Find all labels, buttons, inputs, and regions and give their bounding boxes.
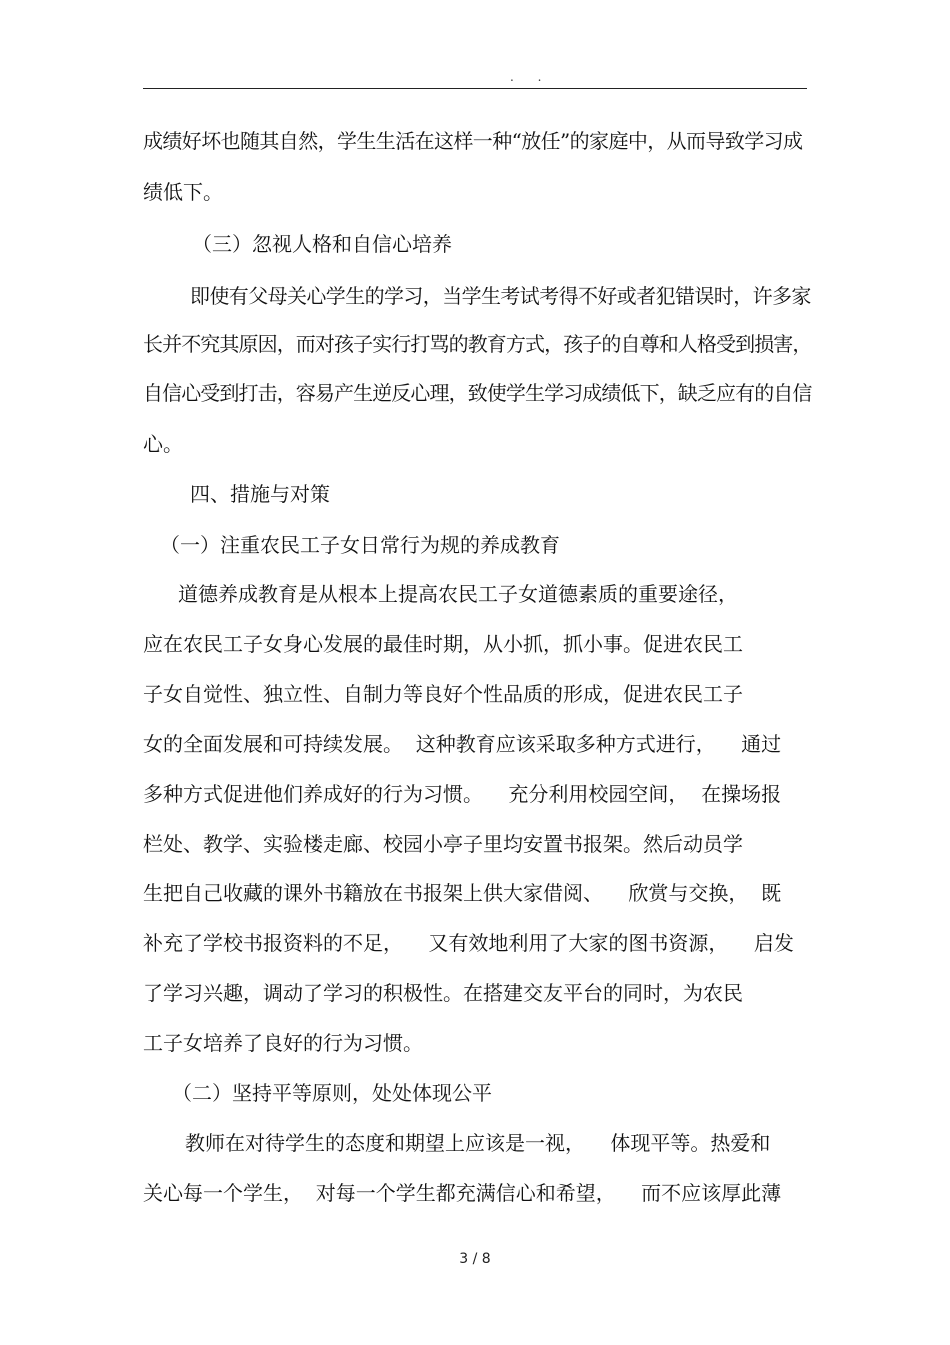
section-heading: 四、措施与对策: [190, 482, 330, 506]
text-line: 关心每一个学生， 对每一个学生都充满信心和希望， 而不应该厚此薄: [143, 1181, 782, 1205]
section-heading: （三）忽视人格和自信心培养: [192, 232, 452, 256]
text-line: 栏处、教学、实验楼走廊、校园小亭子里均安置书报架。然后动员学: [143, 832, 743, 856]
section-heading: （一）注重农民工子女日常行为规的养成教育: [160, 533, 560, 557]
text-line: 心。: [143, 432, 183, 456]
section-heading: （二）坚持平等原则，处处体现公平: [172, 1081, 492, 1105]
text-line: 工子女培养了良好的行为习惯。: [143, 1031, 423, 1055]
text-line: 子女自觉性、独立性、自制力等良好个性品质的形成，促进农民工子: [143, 682, 743, 706]
text-line: 绩低下。: [143, 180, 223, 204]
text-line: 女的全面发展和可持续发展。 这种教育应该采取多种方式进行， 通过: [143, 732, 782, 756]
text-line: 应在农民工子女身心发展的最佳时期，从小抓，抓小事。促进农民工: [143, 632, 743, 656]
text-line: 生把自己收藏的课外书籍放在书报架上供大家借阅、 欣赏与交换， 既: [143, 881, 782, 905]
text-line: 即使有父母关心学生的学习，当学生考试考得不好或者犯错误时，许多家: [190, 284, 811, 308]
text-line: 补充了学校书报资料的不足， 又有效地利用了大家的图书资源， 启发: [143, 931, 794, 955]
text-line: 道德养成教育是从根本上提高农民工子女道德素质的重要途径，: [178, 582, 738, 606]
text-line: 了学习兴趣，调动了学习的积极性。在搭建交友平台的同时，为农民: [143, 981, 743, 1005]
text-line: 自信心受到打击，容易产生逆反心理，致使学生学习成绩低下，缺乏应有的自信: [143, 381, 812, 405]
header-dots: . .: [510, 70, 552, 84]
text-line: 成绩好坏也随其自然，学生生活在这样一种“放任”的家庭中，从而导致学习成: [143, 129, 803, 153]
page-number: 3 / 8: [459, 1251, 491, 1267]
text-line: 多种方式促进他们养成好的行为习惯。 充分利用校园空间， 在操场报: [143, 782, 782, 806]
header-rule: [143, 88, 807, 89]
text-line: 长并不究其原因，而对孩子实行打骂的教育方式，孩子的自尊和人格受到损害，: [143, 332, 812, 356]
text-line: 教师在对待学生的态度和期望上应该是一视， 体现平等。热爱和: [185, 1131, 771, 1155]
